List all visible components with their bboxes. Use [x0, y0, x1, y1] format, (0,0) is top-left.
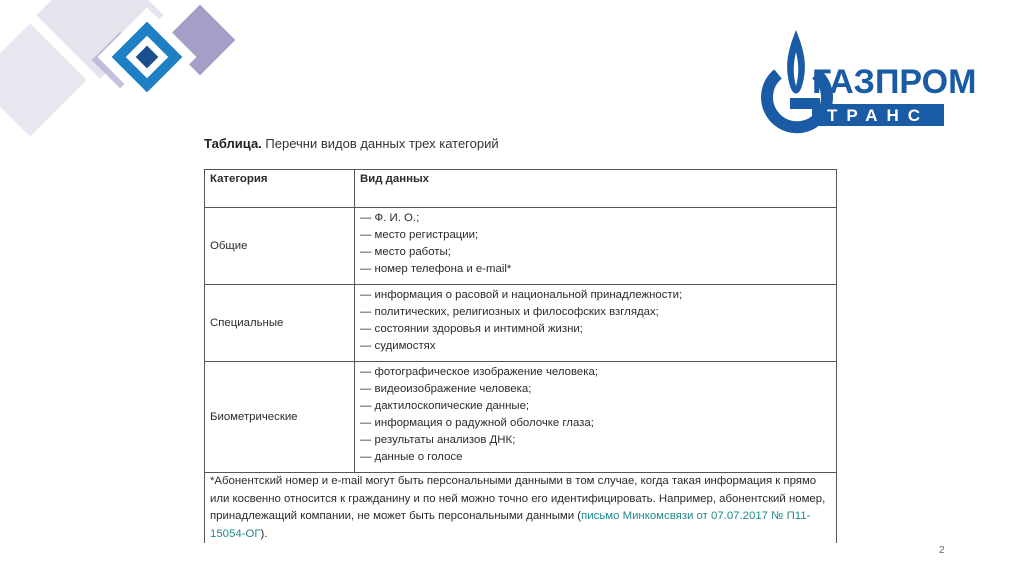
header-data-type: Вид данных	[355, 170, 837, 208]
page-number: 2	[939, 545, 945, 556]
table-row	[205, 208, 837, 285]
footnote-text: *Абонентский номер и e-mail могут быть персональными данными в том случае, когда такая информация к прямо или косвенно относится к гражданину и по ней можно точно его идентифицировать. Например, абонентский номер, принадлежащий компании, не может быть персональными данными (	[210, 475, 826, 522]
list-item: — результаты анализов ДНК;	[360, 434, 516, 446]
table-header-row	[205, 170, 837, 208]
caption-label: Таблица.	[204, 136, 262, 151]
footnote-end: ).	[260, 527, 268, 540]
list-item: — номер телефона и e-mail*	[360, 263, 512, 275]
table-row	[205, 285, 837, 362]
list-item: — состоянии здоровья и интимной жизни;	[360, 323, 583, 335]
footnote-cell	[205, 473, 837, 544]
corner-decoration	[0, 0, 260, 140]
items-cell	[355, 362, 837, 473]
list-item: — место регистрации;	[360, 229, 479, 241]
logo-line2: ТРАНС	[826, 106, 930, 125]
list-item: — данные о голосе	[360, 451, 463, 463]
list-item: — фотографическое изображение человека;	[360, 366, 598, 378]
category-cell: Специальные	[205, 285, 355, 362]
items-cell	[355, 208, 837, 285]
list-item: — место работы;	[360, 246, 451, 258]
list-item: — информация о расовой и национальной принадлежности;	[360, 289, 683, 301]
footnote-row	[205, 473, 837, 544]
items-cell	[355, 285, 837, 362]
list-item: — видеоизображение человека;	[360, 383, 532, 395]
gazprom-trans-logo	[750, 30, 977, 135]
table-row	[205, 362, 837, 473]
letter-reference-link[interactable]: письмо Минкомсвязи от 07.07.2017 № П11-15054-ОГ	[210, 510, 811, 540]
logo-line1: ГАЗПРОМ	[812, 63, 977, 101]
list-item: — дактилоскопические данные;	[360, 400, 530, 412]
list-item: — Ф. И. О.;	[360, 212, 420, 224]
list-item: — информация о радужной оболочке глаза;	[360, 417, 594, 429]
caption-text: Перечни видов данных трех категорий	[265, 136, 499, 151]
list-item: — судимостях	[360, 340, 436, 352]
header-category: Категория	[205, 170, 355, 208]
category-cell: Общие	[205, 208, 355, 285]
table-caption	[204, 136, 499, 151]
list-item: — политических, религиозных и философских взглядах;	[360, 306, 659, 318]
data-categories-table	[204, 169, 837, 543]
category-cell: Биометрические	[205, 362, 355, 473]
